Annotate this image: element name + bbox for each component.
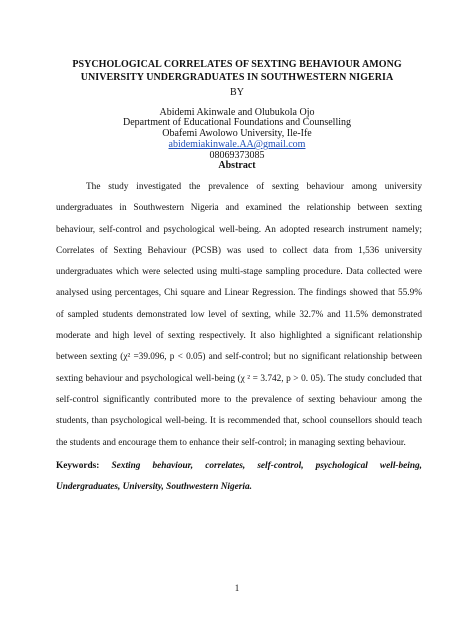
- by-line: BY: [230, 87, 244, 98]
- keywords: [56, 456, 422, 499]
- phone-number: 08069373085: [209, 150, 265, 161]
- email-link[interactable]: abidemiakinwale.AA@gmail.com: [168, 139, 306, 150]
- university: Obafemi Awolowo University, Ile-Ife: [162, 128, 312, 139]
- authors: Abidemi Akinwale and Olubukola Ojo: [159, 107, 315, 118]
- keywords-label: Keywords:: [56, 461, 100, 471]
- keywords-list: Sexting behaviour, correlates, self-control, psychological well-being, Undergraduates, University, Southwestern Nigeria.: [56, 461, 422, 493]
- abstract-heading: Abstract: [218, 160, 256, 171]
- abstract-body: The study investigated the prevalence of sexting behaviour among university undergraduates in Southwestern Nigeria and examined the relationship between sexting behaviour, self-control and psychological well-being. An adopted research instrument namely; Correlates of Sexting Behaviour (PCSB) was used to collect data from 1,536 university undergraduates which were selected using multi-stage sampling procedure. Data collected were analysed using percentages, Chi square and Linear Regression. The findings showed that 55.9% of sampled students demonstrated low level of sexting, while 32.7% and 11.5% demonstrated moderate and high level of sexting respectively. It also highlighted a significant relationship between sexting (χ² =39.096, p < 0.05) and self-control; but no significant relationship between sexting behaviour and psychological well-being (χ ² = 3.742, p > 0. 05). The study concluded that self-control significantly contributed more to the prevalence of sexting behaviour among the students, than psychological well-being. It is recommended that, school counsellors should teach the students and encourage them to enhance their self-control; in managing sexting behaviour.: [56, 182, 422, 448]
- paper-title: PSYCHOLOGICAL CORRELATES OF SEXTING BEHAVIOUR AMONG UNIVERSITY UNDERGRADUATES IN SOUTHWESTERN NIGERIA: [72, 59, 402, 83]
- page-number: 1: [234, 583, 240, 593]
- department: Department of Educational Foundations and Counselling: [122, 117, 351, 128]
